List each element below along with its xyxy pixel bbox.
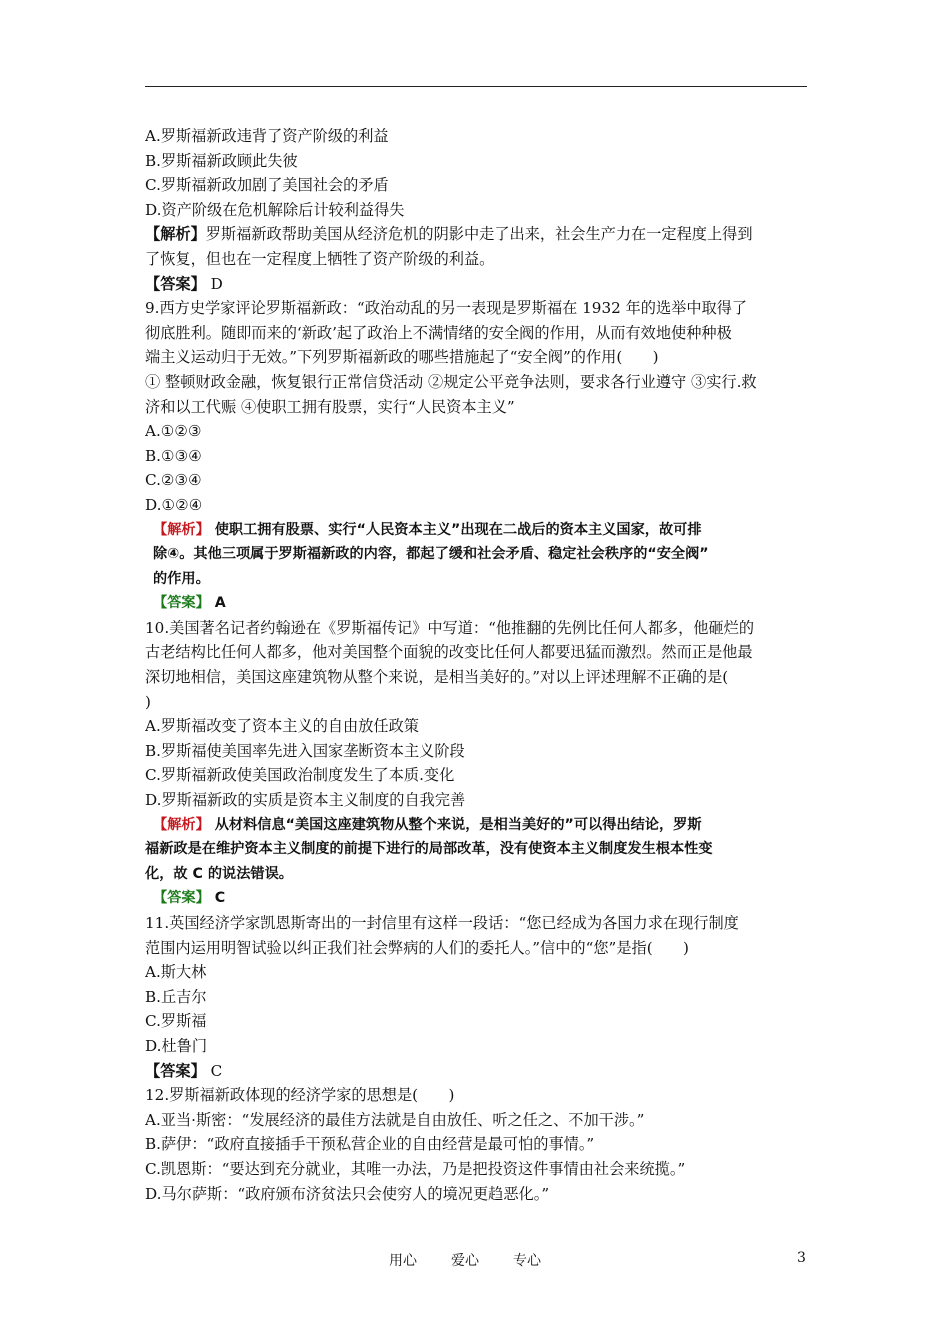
q9-stem-line-2: 彻底胜利。随即而来的‘新政’起了政治上不满情绪的安全阀的作用，从而有效地使种种极 bbox=[145, 323, 732, 342]
q10-analysis-tag: 【解析】 bbox=[153, 816, 210, 833]
q10-analysis-line-1 bbox=[145, 813, 807, 838]
q11-stem-line-1: 11.英国经济学家凯恩斯寄出的一封信里有这样一段话：“您已经成为各国力求在现行制度 bbox=[145, 914, 739, 932]
footer-slogan bbox=[389, 1250, 575, 1270]
q8-analysis-line-2: 了恢复，但也在一定程度上牺牲了资产阶级的利益。 bbox=[145, 249, 495, 268]
q11-answer-tag: 【答案】 bbox=[145, 1061, 206, 1080]
q9-stem-line-1: 9.西方史学家评论罗斯福新政：“政治动乱的另一表现是罗斯福在 1932 年的选举中取得了 bbox=[145, 299, 748, 318]
q12-option-a: A.亚当·斯密：“发展经济的最佳方法就是自由放任、听之任之、不加干涉。” bbox=[145, 1110, 645, 1129]
q9-option-a: A.①②③ bbox=[145, 422, 202, 441]
q11-option-b: B.丘吉尔 bbox=[145, 987, 207, 1006]
q8-answer-line bbox=[145, 272, 807, 297]
q8-option-c: C.罗斯福新政加剧了美国社会的矛盾 bbox=[145, 176, 389, 195]
q9-option-d: D.①②④ bbox=[145, 495, 203, 514]
q9-analysis-tag: 【解析】 bbox=[153, 521, 210, 538]
q9-answer-line bbox=[145, 591, 807, 616]
q10-option-b: B.罗斯福使美国率先进入国家垄断资本主义阶段 bbox=[145, 741, 465, 760]
q10-stem-line-1: 10.美国著名记者约翰逊在《罗斯福传记》中写道：“他推翻的先例比任何人都多，他砸烂的 bbox=[145, 618, 755, 637]
footer-word-3: 专心 bbox=[513, 1253, 541, 1269]
document-body bbox=[145, 124, 807, 1206]
q10-answer-tag: 【答案】 bbox=[153, 890, 210, 907]
q10-analysis-line-2: 福新政是在维护资本主义制度的前提下进行的局部改革，没有使资本主义制度发生根本性变 bbox=[145, 841, 713, 858]
page-number: 3 bbox=[797, 1250, 806, 1266]
q8-option-a: A.罗斯福新政违背了资产阶级的利益 bbox=[145, 127, 389, 145]
q8-answer-tag: 【答案】 bbox=[145, 274, 206, 293]
q10-analysis-text-1: 从材料信息“美国这座建筑物从整个来说，是相当美好的”可以得出结论，罗斯 bbox=[209, 816, 702, 833]
q8-option-b: B.罗斯福新政顾此失彼 bbox=[145, 151, 298, 170]
footer-word-2: 爱心 bbox=[451, 1253, 479, 1269]
q11-stem-line-2: 范围内运用明智试验以纠正我们社会弊病的人们的委托人。”信中的“您”是指( ) bbox=[145, 938, 689, 957]
q8-option-d: D.资产阶级在危机解除后计较利益得失 bbox=[145, 200, 405, 219]
q12-option-d: D.马尔萨斯：“政府颁布济贫法只会使穷人的境况更趋恶化。” bbox=[145, 1184, 550, 1203]
q11-option-a: A.斯大林 bbox=[145, 963, 207, 982]
q12-stem-line-1: 12.罗斯福新政体现的经济学家的思想是( ) bbox=[145, 1086, 455, 1105]
header-rule bbox=[145, 86, 807, 87]
q11-option-c: C.罗斯福 bbox=[145, 1012, 207, 1031]
q9-items-line-1: ① 整顿财政金融，恢复银行正常信贷活动 ②规定公平竞争法则，要求各行业遵守 ③实行.救 bbox=[145, 372, 757, 391]
q9-answer-value: A bbox=[214, 595, 226, 612]
q12-option-c: C.凯恩斯：“要达到充分就业，其唯一办法，乃是把投资这件事情由社会来统揽。” bbox=[145, 1159, 686, 1178]
q9-analysis-line-3: 的作用。 bbox=[153, 570, 210, 587]
q10-option-c: C.罗斯福新政使美国政治制度发生了本质.变化 bbox=[145, 766, 455, 785]
q10-analysis-line-3: 化，故 C 的说法错误。 bbox=[145, 865, 293, 882]
q10-answer-value: C bbox=[214, 890, 226, 907]
q12-option-b: B.萨伊：“政府直接插手干预私营企业的自由经营是最可怕的事情。” bbox=[145, 1135, 595, 1154]
q10-option-d: D.罗斯福新政的实质是资本主义制度的自我完善 bbox=[145, 791, 466, 810]
q9-analysis-text-1: 使职工拥有股票、实行“人民资本主义”出现在二战后的资本主义国家，故可排 bbox=[209, 521, 702, 538]
q8-answer-value: D bbox=[210, 274, 223, 293]
q9-answer-tag: 【答案】 bbox=[153, 595, 210, 612]
q11-answer-line bbox=[145, 1059, 807, 1084]
q9-option-b: B.①③④ bbox=[145, 446, 202, 465]
q10-stem-line-4: ) bbox=[145, 692, 151, 711]
q10-answer-line bbox=[145, 886, 807, 911]
q8-analysis-tag: 【解析】 bbox=[145, 225, 206, 244]
q9-analysis-line-1 bbox=[145, 518, 807, 543]
q10-stem-line-3: 深切地相信，美国这座建筑物从整个来说，是相当美好的。”对以上评述理解不正确的是( bbox=[145, 668, 729, 687]
q9-option-c: C.②③④ bbox=[145, 471, 202, 490]
q11-answer-value: C bbox=[210, 1061, 223, 1080]
q8-analysis-text-1: 罗斯福新政帮助美国从经济危机的阴影中走了出来，社会生产力在一定程度上得到 bbox=[205, 225, 753, 244]
q9-stem-line-3: 端主义运动归于无效。”下列罗斯福新政的哪些措施起了“安全阀”的作用( ) bbox=[145, 348, 659, 367]
q10-stem-line-2: 古老结构比任何人都多，他对美国整个面貌的改变比任何人都要迅猛而激烈。然而正是他最 bbox=[145, 643, 753, 662]
q9-items-line-2: 济和以工代赈 ④使职工拥有股票，实行“人民资本主义” bbox=[145, 397, 515, 416]
q10-option-a: A.罗斯福改变了资本主义的自由放任政策 bbox=[145, 717, 419, 736]
footer-word-1: 用心 bbox=[389, 1253, 417, 1269]
q11-option-d: D.杜鲁门 bbox=[145, 1036, 208, 1055]
q8-analysis-line-1 bbox=[145, 222, 807, 247]
q9-analysis-line-2: 除④。其他三项属于罗斯福新政的内容，都起了缓和社会矛盾、稳定社会秩序的“安全阀” bbox=[153, 546, 709, 563]
